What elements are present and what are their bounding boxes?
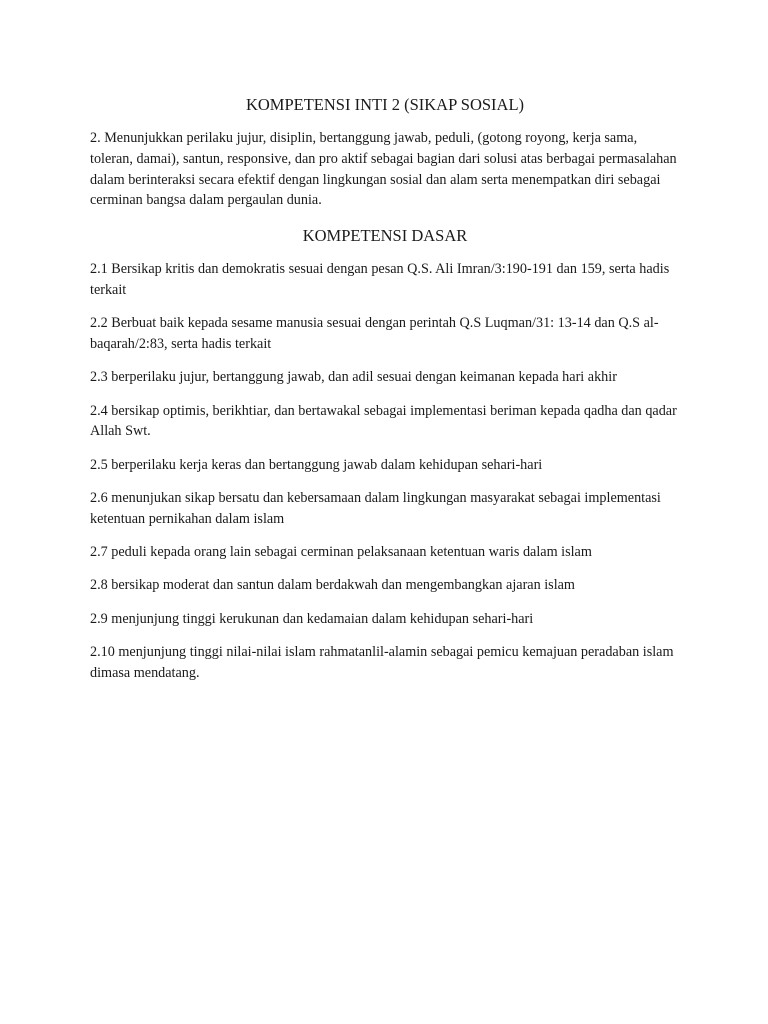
- kd-item-2-4: 2.4 bersikap optimis, berikhtiar, dan bertawakal sebagai implementasi beriman kepada qadha dan qadar Allah Swt.: [90, 402, 677, 440]
- kd-list: [90, 259, 680, 683]
- kd-item-2-7: 2.7 peduli kepada orang lain sebagai cerminan pelaksanaan ketentuan waris dalam islam: [90, 544, 592, 561]
- kd-item-2-9: 2.9 menjunjung tinggi kerukunan dan kedamaian dalam kehidupan sehari-hari: [90, 610, 534, 627]
- kd-item-2-3: 2.3 berperilaku jujur, bertanggung jawab, dan adil sesuai dengan keimanan kepada hari akhir: [90, 369, 617, 386]
- kd-item-2-6: 2.6 menunjukan sikap bersatu dan kebersamaan dalam lingkungan masyarakat sebagai implementasi ketentuan pernikahan dalam islam: [90, 490, 661, 527]
- heading-kompetensi-dasar: KOMPETENSI DASAR: [302, 226, 468, 246]
- kd-item-2-10: 2.10 menjunjung tinggi nilai-nilai islam rahmatanlil-alamin sebagai pemicu kemajuan peradaban islam dimasa mendatang.: [90, 644, 674, 681]
- kd-item-2-5: 2.5 berperilaku kerja keras dan bertanggung jawab dalam kehidupan sehari-hari: [90, 456, 543, 473]
- kd-item-2-1: 2.1 Bersikap kritis dan demokratis sesuai dengan pesan Q.S. Ali Imran/3:190-191 dan 159, serta hadis terkait: [90, 261, 670, 298]
- kd-item-2-2: 2.2 Berbuat baik kepada sesame manusia sesuai dengan perintah Q.S Luqman/31: 13-14 dan Q.S al-baqarah/2:83, serta hadis terkait: [90, 315, 659, 353]
- kd-item-2-8: 2.8 bersikap moderat dan santun dalam berdakwah dan mengembangkan ajaran islam: [90, 577, 575, 594]
- document-page: [90, 94, 680, 696]
- heading-kompetensi-inti: KOMPETENSI INTI 2 (SIKAP SOSIAL): [245, 95, 525, 114]
- ki-paragraph: 2. Menunjukkan perilaku jujur, disiplin, bertanggung jawab, peduli, (gotong royong, kerja sama, toleran, damai), santun, responsive, dan pro aktif sebagai bagian dari solusi atas berbagai permasalahan dalam berinteraksi secara efektif dengan lingkungan sosial dan alam serta menempatkan diri sebagai cerminan bangsa dalam pergaulan dunia.: [90, 130, 677, 209]
